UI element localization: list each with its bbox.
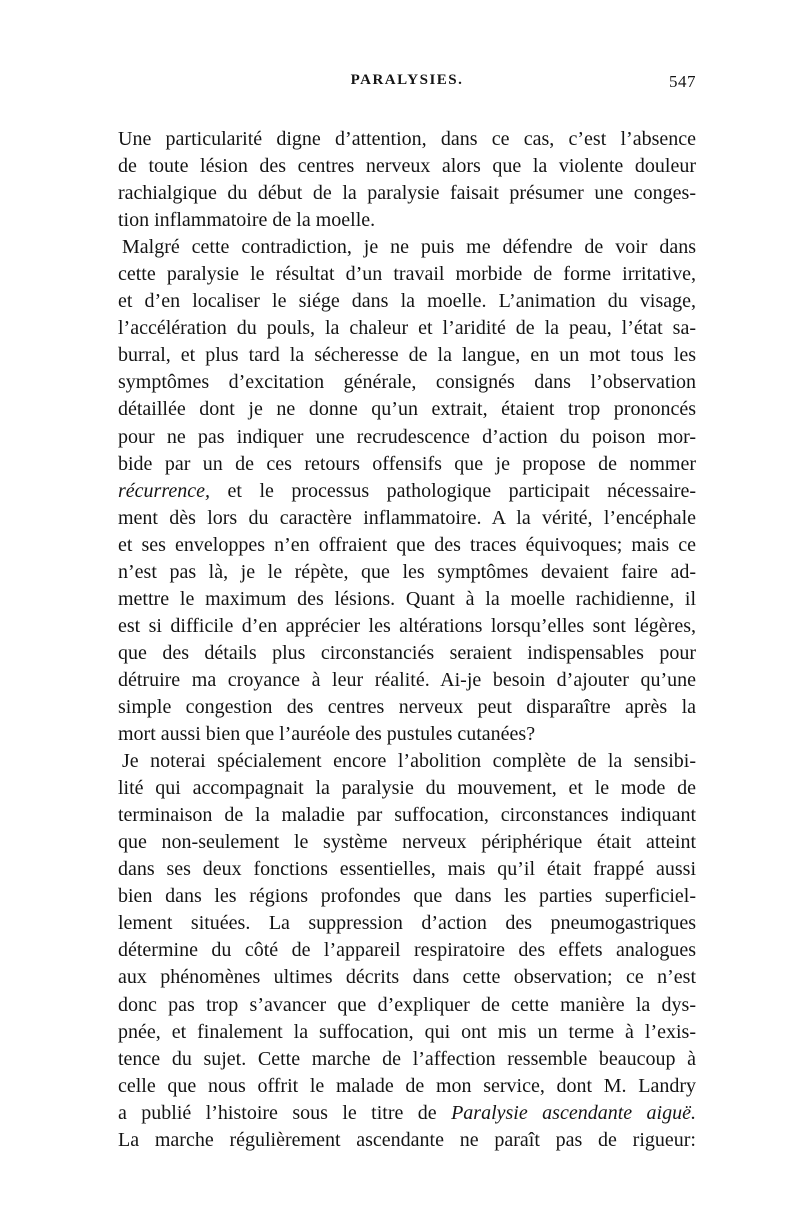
text-line: celle que nous offrit le malade de mon service, dont M. Landry xyxy=(118,1074,696,1097)
text-line-start: a publié l’histoire sous le titre de xyxy=(118,1101,452,1124)
text-line: que non-seulement le système nerveux périphérique était atteint xyxy=(118,831,696,854)
text-line-paralysie xyxy=(118,1100,696,1127)
text-line: donc pas trop s’avancer que d’expliquer de cette manière la dys- xyxy=(118,993,696,1016)
text-line: La marche régulièrement ascendante ne paraît pas de rigueur: xyxy=(118,1128,696,1151)
text-line: ment dès lors du caractère inflammatoire. A la vérité, l’encéphale xyxy=(118,506,696,529)
body-text xyxy=(118,126,696,1154)
text-line: rachialgique du début de la paralysie faisait présumer une conges- xyxy=(118,182,696,205)
text-line: Malgré cette contradiction, je ne puis me défendre de voir dans xyxy=(122,236,696,259)
text-line: Je noterai spécialement encore l’abolition complète de la sensibi- xyxy=(122,750,696,773)
text-line: lité qui accompagnait la paralysie du mouvement, et le mode de xyxy=(118,777,696,800)
text-line: est si difficile d’en apprécier les altérations lorsqu’elles sont légères, xyxy=(118,614,696,637)
page-number: 547 xyxy=(669,72,696,91)
italic-term-paralysie: Paralysie ascendante aiguë. xyxy=(451,1101,696,1124)
text-line: aux phénomènes ultimes décrits dans cette observation; ce n’est xyxy=(118,966,696,989)
running-head xyxy=(118,72,696,102)
text-line: pnée, et finalement la suffocation, qui ont mis un terme à l’exis- xyxy=(118,1020,696,1043)
text-line: simple congestion des centres nerveux peut disparaître après la xyxy=(118,695,696,718)
text-line: tion inflammatoire de la moelle. xyxy=(118,209,376,232)
text-line: et ses enveloppes n’en offraient que des traces équivoques; mais ce xyxy=(118,533,696,556)
text-line: pour ne pas indiquer une recrudescence d’action du poison mor- xyxy=(118,425,696,448)
text-line: symptômes d’excitation générale, consignés dans l’observation xyxy=(118,371,696,394)
text-line: détruire ma croyance à leur réalité. Ai-je besoin d’ajouter qu’une xyxy=(118,668,696,691)
text-line: et d’en localiser le siége dans la moelle. L’animation du visage, xyxy=(118,290,696,313)
text-line: terminaison de la maladie par suffocation, circonstances indiquant xyxy=(118,804,696,827)
text-line: dans ses deux fonctions essentielles, mais qu’il était frappé aussi xyxy=(118,858,696,881)
text-line: lement situées. La suppression d’action des pneumogastriques xyxy=(118,912,696,935)
text-line: bide par un de ces retours offensifs que je propose de nommer xyxy=(118,452,696,475)
text-line-recurrence xyxy=(118,478,696,505)
text-line: Une particularité digne d’attention, dans ce cas, c’est l’absence xyxy=(118,128,696,150)
text-line: de toute lésion des centres nerveux alors que la violente douleur xyxy=(118,155,696,178)
text-line: burral, et plus tard la sécheresse de la langue, en un mot tous les xyxy=(118,344,696,367)
text-line: mort aussi bien que l’auréole des pustules cutanées? xyxy=(118,723,536,746)
text-line: cette paralysie le résultat d’un travail morbide de forme irritative, xyxy=(118,263,696,286)
text-line: l’accélération du pouls, la chaleur et l’aridité de la peau, l’état sa- xyxy=(118,317,696,340)
text-line-remainder: et le processus pathologique participait nécessaire- xyxy=(210,479,696,502)
text-line: détaillée dont je ne donne qu’un extrait, étaient trop prononcés xyxy=(118,398,696,421)
text-line: détermine du côté de l’appareil respiratoire des effets analogues xyxy=(118,939,696,962)
text-line: que des détails plus circonstanciés seraient indispensables pour xyxy=(118,641,696,664)
running-title: PARALYSIES. xyxy=(350,72,464,88)
italic-term-recurrence: récurrence, xyxy=(118,479,210,502)
text-line: tence du sujet. Cette marche de l’affection ressemble beaucoup à xyxy=(118,1047,696,1070)
text-line: mettre le maximum des lésions. Quant à la moelle rachidienne, il xyxy=(118,587,696,610)
text-line: bien dans les régions profondes que dans les parties superficiel- xyxy=(118,885,696,908)
text-line: n’est pas là, je le répète, que les symptômes devaient faire ad- xyxy=(118,560,696,583)
